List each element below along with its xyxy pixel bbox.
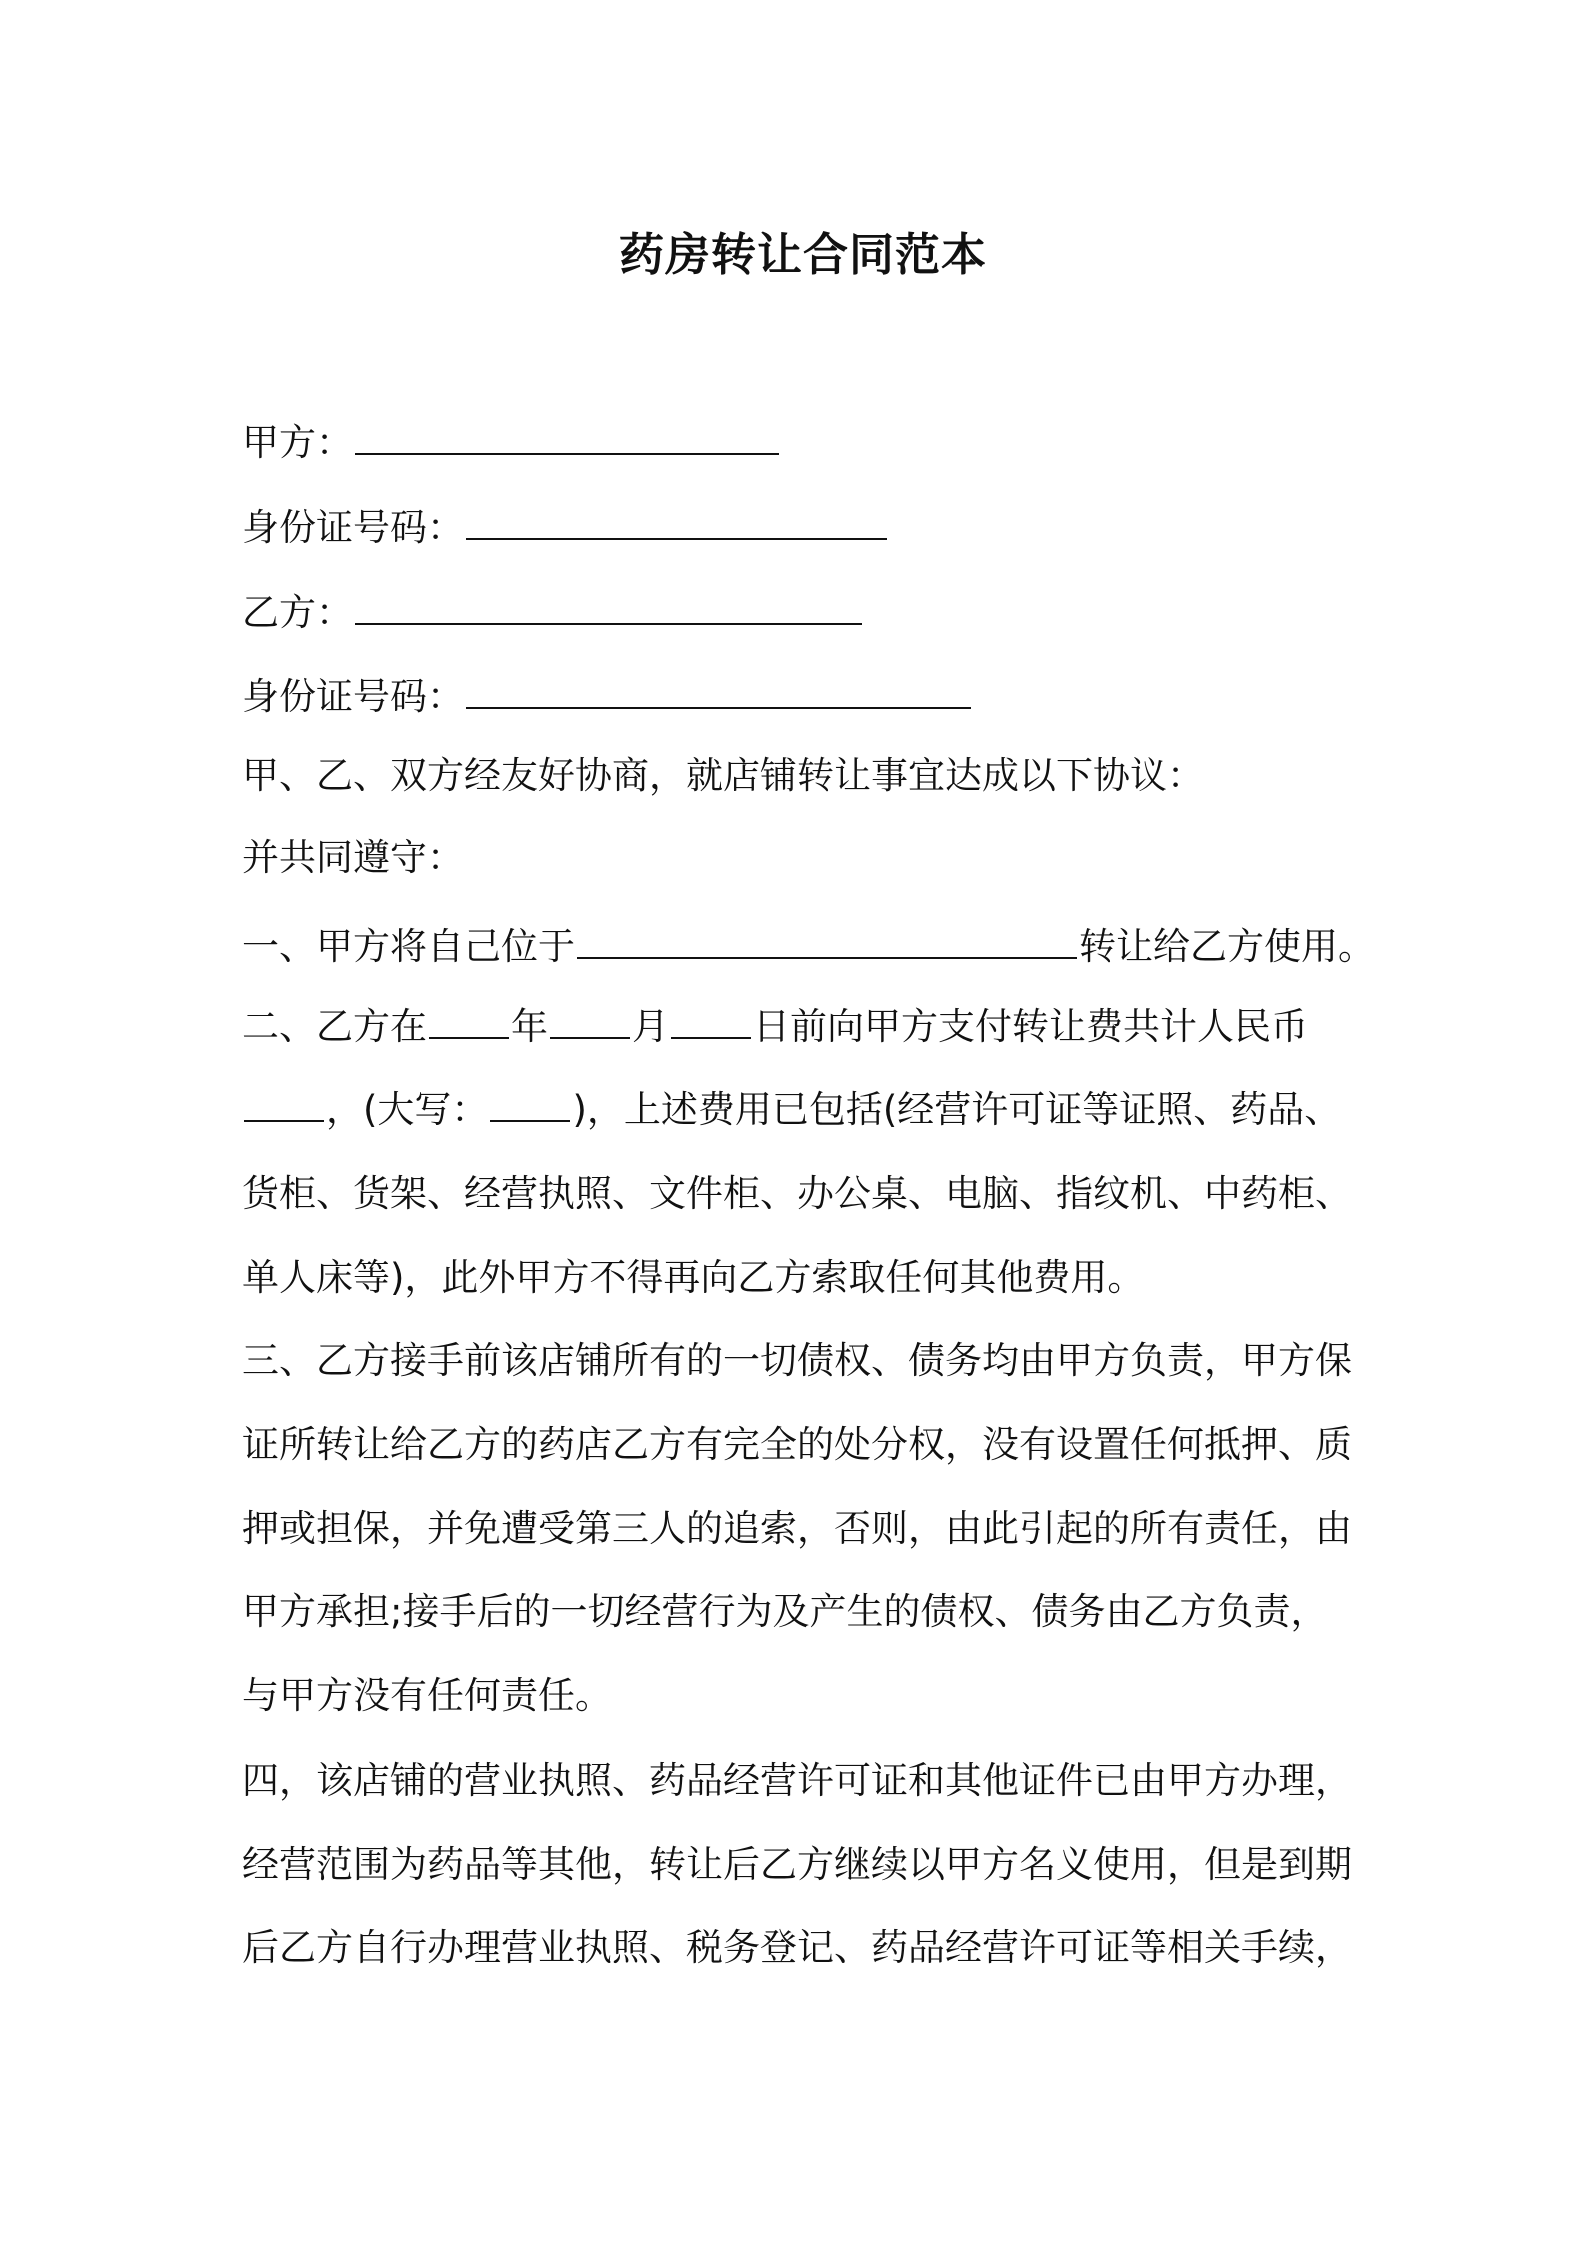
amount-blank[interactable] bbox=[244, 1084, 324, 1122]
party-b-id-label: 身份证号码： bbox=[242, 675, 464, 718]
party-b-id-line bbox=[242, 671, 973, 723]
month-label: 月 bbox=[632, 1005, 669, 1048]
intro-text-2: 并共同遵守： bbox=[242, 836, 464, 879]
party-a-blank[interactable] bbox=[355, 417, 779, 455]
amount-capital-blank[interactable] bbox=[490, 1084, 570, 1122]
clause-3-line: 三、乙方接手前该店铺所有的一切债权、债务均由甲方负责，甲方保 bbox=[242, 1339, 1352, 1382]
party-a-line bbox=[242, 417, 781, 469]
clause-3-line: 甲方承担;接手后的一切经营行为及产生的债权、债务由乙方负责， bbox=[242, 1590, 1328, 1633]
clause-3-line: 与甲方没有任何责任。 bbox=[242, 1674, 612, 1717]
location-blank[interactable] bbox=[577, 921, 1077, 959]
clause-4-line: 后乙方自行办理营业执照、税务登记、药品经营许可证等相关手续， bbox=[242, 1926, 1352, 1969]
clause-2-line-2 bbox=[242, 1084, 1341, 1136]
clause-2-text: 二、乙方在 bbox=[242, 1005, 427, 1048]
clause-2-text: 日前向甲方支付转让费共计人民币 bbox=[753, 1005, 1308, 1048]
party-a-label: 甲方： bbox=[242, 421, 353, 464]
party-b-line bbox=[242, 587, 864, 639]
party-a-id-line bbox=[242, 502, 889, 554]
clause-1-text-end: 转让给乙方使用。 bbox=[1079, 925, 1375, 968]
clause-4-line: 四，该店铺的营业执照、药品经营许可证和其他证件已由甲方办理， bbox=[242, 1759, 1352, 1802]
party-b-label: 乙方： bbox=[242, 591, 353, 634]
clause-2-text: ，(大写： bbox=[326, 1088, 489, 1131]
clause-2-line-4: 单人床等)，此外甲方不得再向乙方索取任何其他费用。 bbox=[242, 1256, 1145, 1299]
clause-2-line-3: 货柜、货架、经营执照、文件柜、办公桌、电脑、指纹机、中药柜、 bbox=[242, 1172, 1352, 1215]
year-blank[interactable] bbox=[429, 1001, 509, 1039]
intro-text: 甲、乙、双方经友好协商，就店铺转让事宜达成以下协议： bbox=[242, 754, 1204, 797]
clause-4-line: 经营范围为药品等其他，转让后乙方继续以甲方名义使用，但是到期 bbox=[242, 1843, 1352, 1886]
year-label: 年 bbox=[511, 1005, 548, 1048]
party-b-blank[interactable] bbox=[355, 587, 862, 625]
clause-3-line: 押或担保，并免遭受第三人的追索，否则，由此引起的所有责任，由 bbox=[242, 1507, 1352, 1550]
party-a-id-blank[interactable] bbox=[466, 502, 887, 540]
clause-3-line: 证所转让给乙方的药店乙方有完全的处分权，没有设置任何抵押、质 bbox=[242, 1423, 1352, 1466]
month-blank[interactable] bbox=[550, 1001, 630, 1039]
clause-2-line-1 bbox=[242, 1001, 1308, 1053]
clause-1 bbox=[242, 921, 1375, 973]
document-title: 药房转让合同范本 bbox=[618, 228, 987, 281]
party-a-id-label: 身份证号码： bbox=[242, 506, 464, 549]
party-b-id-blank[interactable] bbox=[466, 671, 971, 709]
clause-1-text: 一、甲方将自己位于 bbox=[242, 925, 575, 968]
clause-2-text: )，上述费用已包括(经营许可证等证照、药品、 bbox=[572, 1088, 1342, 1131]
day-blank[interactable] bbox=[671, 1001, 751, 1039]
